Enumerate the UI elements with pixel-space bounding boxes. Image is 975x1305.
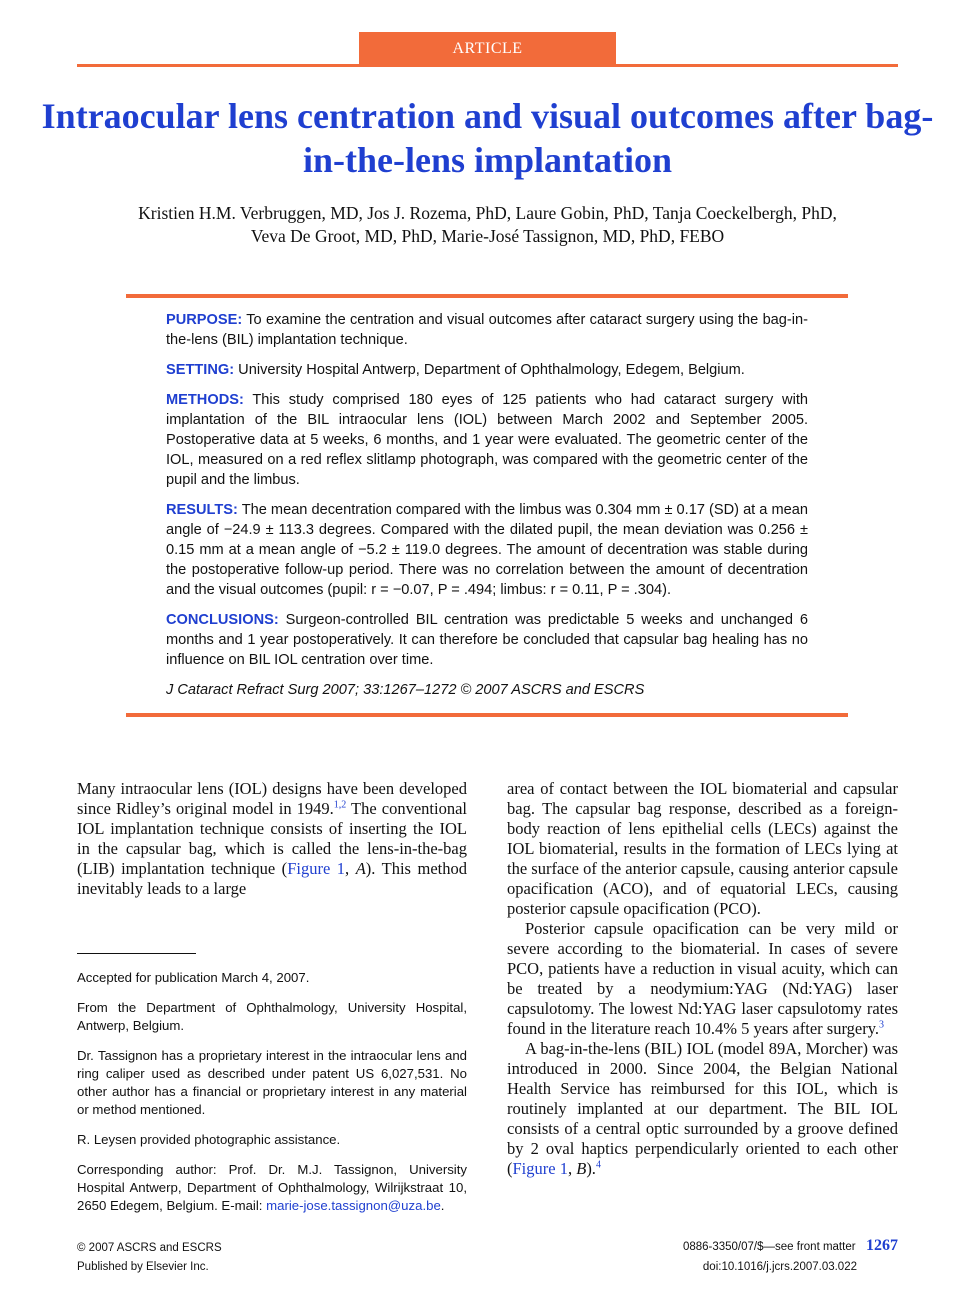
email-link[interactable]: marie-jose.tassignon@uza.be (266, 1198, 441, 1213)
footnote-rule (77, 953, 196, 954)
figure-link[interactable]: Figure 1 (287, 859, 346, 878)
author-line-2: Veva De Groot, MD, PhD, Marie-José Tassignon, MD, PhD, FEBO (250, 226, 725, 246)
body-text: A bag-in-the-lens (BIL) IOL (model 89A, Morcher) was introduced in 2000. Since 2004, the Belgian National Health Service has reimbursed for this IOL, which is routinely implanted at our department. The BIL IOL consists of a central optic surrounded by a groove defined by 2 oval haptics perpendicularly oriented to each other ( (507, 1039, 898, 1178)
body-text: , (567, 1159, 577, 1178)
body-paragraph-2 (507, 919, 898, 1039)
abstract-top-rule (126, 294, 848, 298)
abstract-methods (166, 390, 808, 490)
footer-publisher: Published by Elsevier Inc. (77, 1261, 209, 1273)
purpose-text: To examine the centration and visual outcomes after cataract surgery using the bag-in-the-lens (BIL) implantation technique. (166, 312, 808, 348)
body-text: ). (586, 1159, 596, 1178)
footnote-affiliation: From the Department of Ophthalmology, University Hospital, Antwerp, Belgium. (77, 1000, 467, 1033)
footer-doi: doi:10.1016/j.jcrs.2007.03.022 (702, 1261, 857, 1273)
body-paragraph-1: area of contact between the IOL biomaterial and capsular bag. The capsular bag response, described as a foreign-body reaction of lens epithelial cells (LECs) against the IOL biomaterial, results in the formation of LECs lying at the surface of the anterior capsule, causing anterior capsule opacification (ACO), and of equatorial LECs, causing posterior capsule opacification (PCO). (507, 779, 898, 918)
article-title: Intraocular lens centration and visual outcomes after bag-in-the-lens implantation (41, 96, 934, 180)
footnotes (77, 969, 467, 1227)
results-heading: RESULTS: (166, 502, 238, 518)
intro-text: Many intraocular lens (IOL) designs have been developed since Ridley’s original model in 1949. (77, 779, 467, 818)
header-rule (77, 64, 898, 67)
results-text: The mean decentration compared with the limbus was 0.304 mm ± 0.17 (SD) at a mean angle of −24.9 ± 113.3 degrees. Compared with the dilated pupil, the mean deviation was 0.256 ± 0.15 mm at a mean angle of −5.2 ± 119.0 degrees. The amount of decentration was stable during the postoperative follow-up period. There was no correlation between the amount of decentration and the visual outcomes (pupil: r = −0.07, P = .494; limbus: r = 0.11, P = .304). (166, 502, 808, 598)
methods-text: This study comprised 180 eyes of 125 patients who had cataract surgery with implantation of the BIL intraocular lens (IOL) between March 2002 and September 2005. Postoperative data at 5 weeks, 6 months, and 1 year were evaluated. The geometric center of the IOL, measured on a red reflex slitlamp photograph, was compared with the geometric center of the pupil and the limbus. (166, 392, 808, 488)
body-column-right (507, 779, 898, 1179)
figure-panel-label: B (576, 1159, 587, 1178)
setting-text: University Hospital Antwerp, Department of Ophthalmology, Edegem, Belgium. (238, 362, 745, 378)
footnote-correspondence (77, 1161, 467, 1215)
body-column-left (77, 779, 467, 899)
footer-issn: 0886-3350/07/$—see front matter (682, 1241, 856, 1253)
body-text: Posterior capsule opacification can be very mild or severe according to the biomaterial. In cases of severe PCO, patients have a reduction in visual acuity, which can be treated by a neodymium:YAG (Nd:YAG) laser capsulotomy. The lowest Nd:YAG laser capsulotomy rates found in the literature reach 10.4% 5 years after surgery. (507, 919, 898, 1038)
figure-panel-label: A (355, 859, 366, 878)
reference-link[interactable]: 1,2 (333, 799, 347, 811)
author-list (40, 202, 935, 248)
intro-text: ). This method inevitably leads to a large (77, 859, 467, 898)
conclusions-text: Surgeon-controlled BIL centration was predictable 5 weeks and unchanged 6 months and 1 year postoperatively. It can therefore be concluded that capsular bag healing has no influence on BIL IOL centration over time. (166, 612, 808, 668)
abstract-conclusions (166, 610, 808, 670)
footnote-disclosure: Dr. Tassignon has a proprietary interest in the intraocular lens and ring caliper used as described under patent US 6,027,531. No other author has a financial or proprietary interest in any material or method mentioned. (77, 1048, 467, 1117)
correspondence-period: . (440, 1198, 445, 1213)
abstract-purpose (166, 310, 808, 350)
journal-citation: J Cataract Refract Surg 2007; 33:1267–1272 © 2007 ASCRS and ESCRS (166, 682, 645, 698)
author-line-1: Kristien H.M. Verbruggen, MD, Jos J. Rozema, PhD, Laure Gobin, PhD, Tanja Coeckelbergh, PhD, (138, 203, 837, 223)
methods-heading: METHODS: (166, 392, 244, 408)
article-section-tab: ARTICLE (359, 32, 616, 65)
footer-right-top (683, 1237, 898, 1255)
footer-copyright: © 2007 ASCRS and ESCRS (77, 1242, 222, 1254)
footnote-acknowledgment: R. Leysen provided photographic assistance. (77, 1132, 341, 1147)
abstract-results (166, 500, 808, 600)
page-number: 1267 (866, 1237, 898, 1254)
figure-link[interactable]: Figure 1 (512, 1159, 568, 1178)
body-paragraph-3 (507, 1039, 898, 1179)
conclusions-heading: CONCLUSIONS: (166, 612, 279, 628)
reference-link[interactable]: 3 (879, 1019, 885, 1031)
abstract (166, 310, 808, 710)
setting-heading: SETTING: (166, 362, 235, 378)
abstract-setting (166, 360, 808, 380)
correspondence-text: Corresponding author: Prof. Dr. M.J. Tassignon, University Hospital Antwerp, Department of Ophthalmology, Wilrijkstraat 10, 2650 Edegem, Belgium. E-mail: (77, 1162, 467, 1213)
abstract-bottom-rule (126, 713, 848, 717)
intro-text: , (345, 859, 356, 878)
reference-link[interactable]: 4 (595, 1159, 601, 1171)
purpose-heading: PURPOSE: (166, 312, 243, 328)
footnote-accepted: Accepted for publication March 4, 2007. (77, 970, 310, 985)
intro-paragraph-1 (77, 779, 467, 899)
intro-text: The conventional IOL implantation technique consists of inserting the IOL in the capsular bag, which is called the lens-in-the-bag (LIB) implantation technique ( (77, 799, 467, 878)
